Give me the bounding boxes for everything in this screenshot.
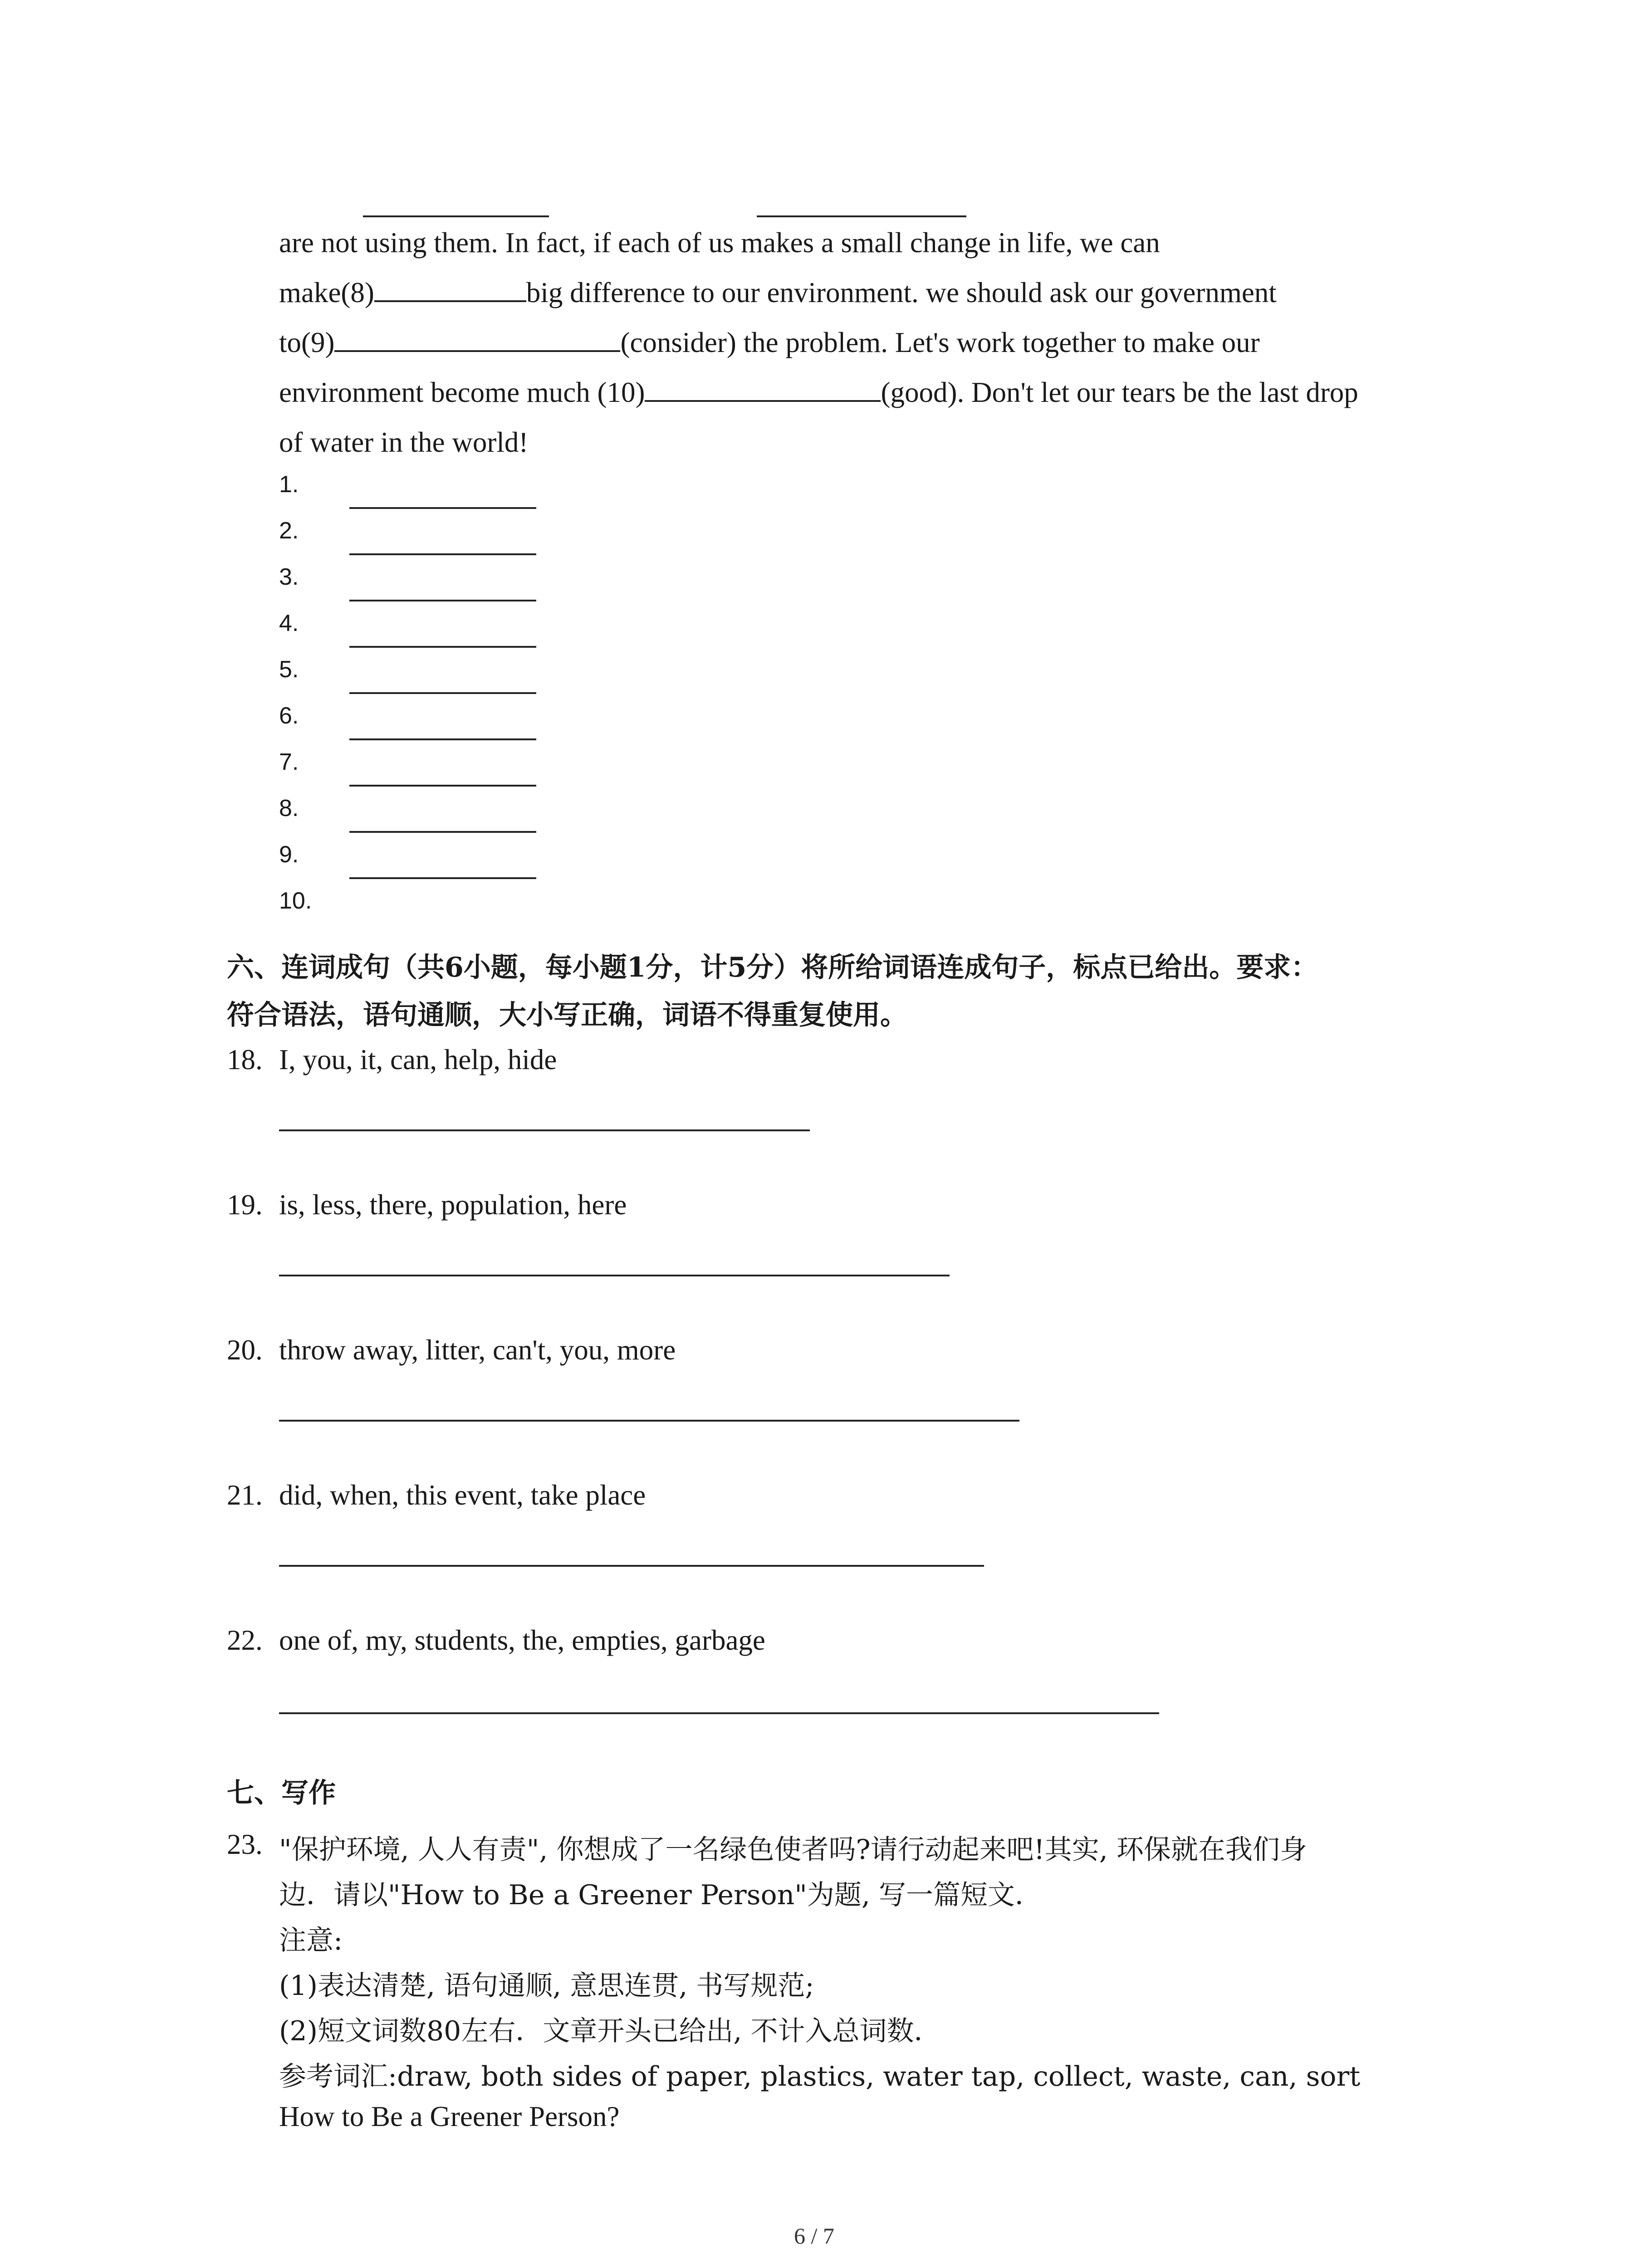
answer-label-8: 8.: [279, 795, 299, 821]
question-number: 21.: [227, 1479, 263, 1511]
question-text: one of, my, students, the, empties, garbage: [279, 1624, 765, 1656]
question-number: 18.: [227, 1044, 263, 1075]
blank-9[interactable]: [334, 347, 620, 352]
answer-label-5: 5.: [279, 656, 299, 683]
answer-line-3[interactable]: [349, 600, 536, 601]
top-blank-left: [363, 215, 549, 217]
page-number: 6 / 7: [794, 2223, 834, 2248]
writing-prompt-line-2: 边．请以"How to Be a Greener Person"为题, 写一篇短文．: [279, 1879, 1042, 1911]
question-text: is, less, there, population, here: [279, 1189, 627, 1221]
answer-line-q19[interactable]: [279, 1275, 950, 1276]
question-number: 22.: [227, 1624, 263, 1656]
passage-line-4: environment become much (10) (good). Don't let our tears be the last drop: [279, 376, 1358, 408]
answer-label-6: 6.: [279, 703, 299, 729]
question-text: I, you, it, can, help, hide: [279, 1044, 557, 1075]
passage-line-1: are not using them. In fact, if each of us makes a small change in life, we can: [279, 227, 1160, 259]
answer-line-q22[interactable]: [279, 1712, 1159, 1714]
answer-label-2: 2.: [279, 518, 299, 544]
question-number: 20.: [227, 1334, 263, 1366]
answer-line-2[interactable]: [349, 553, 536, 555]
answer-line-7[interactable]: [349, 785, 536, 787]
passage-line-5: of water in the world!: [279, 426, 529, 458]
top-blank-right: [757, 215, 966, 217]
passage-line-3: to(9) (consider) the problem. Let's work together to make our: [279, 327, 1260, 358]
answer-label-7: 7.: [279, 749, 299, 775]
answer-line-4[interactable]: [349, 646, 536, 648]
section-7-heading: 七、写作: [227, 1777, 336, 1809]
passage-line-2: make(8) big difference to our environment. we should ask our government: [279, 277, 1277, 308]
writing-prompt-line-1: "保护环境, 人人有责", 你想成了一名绿色使者吗?请行动起来吧!其实, 环保就在我们身: [279, 1834, 1307, 1866]
section-6-heading-line-2: 符合语法，语句通顺，大小写正确，词语不得重复使用。: [227, 999, 907, 1031]
answer-label-9: 9.: [279, 841, 299, 868]
answer-line-9[interactable]: [349, 877, 536, 879]
question-text: did, when, this event, take place: [279, 1479, 646, 1511]
writing-note-1: (1)表达清楚, 语句通顺, 意思连贯, 书写规范;: [279, 1970, 814, 2002]
answer-line-q18[interactable]: [279, 1129, 810, 1131]
answer-label-3: 3.: [279, 564, 299, 590]
answer-label-4: 4.: [279, 610, 299, 636]
blank-8[interactable]: [374, 297, 526, 302]
answer-line-q21[interactable]: [279, 1565, 984, 1567]
essay-title: How to Be a Greener Person?: [279, 2101, 620, 2132]
answer-label-10: 10.: [279, 888, 312, 914]
answer-line-1[interactable]: [349, 507, 536, 509]
answer-line-5[interactable]: [349, 692, 536, 694]
section-6-heading-line-1: 六、连词成句（共6小题，每小题1分，计5分）将所给词语连成句子，标点已给出。要求：: [227, 952, 1318, 983]
question-number: 19.: [227, 1189, 263, 1221]
question-text: throw away, litter, can't, you, more: [279, 1334, 676, 1366]
writing-note-2: (2)短文词数80左右．文章开头已给出, 不计入总词数．: [279, 2015, 941, 2047]
question-number: 23.: [227, 1828, 263, 1860]
answer-line-q20[interactable]: [279, 1420, 1019, 1422]
answer-line-6[interactable]: [349, 738, 536, 740]
blank-10[interactable]: [645, 396, 881, 402]
writing-note-label: 注意:: [279, 1925, 343, 1956]
reference-vocabulary: 参考词汇:draw, both sides of paper, plastics, water tap, collect, waste, can, sort: [279, 2061, 1361, 2092]
answer-line-8[interactable]: [349, 831, 536, 833]
answer-label-1: 1.: [279, 471, 299, 498]
